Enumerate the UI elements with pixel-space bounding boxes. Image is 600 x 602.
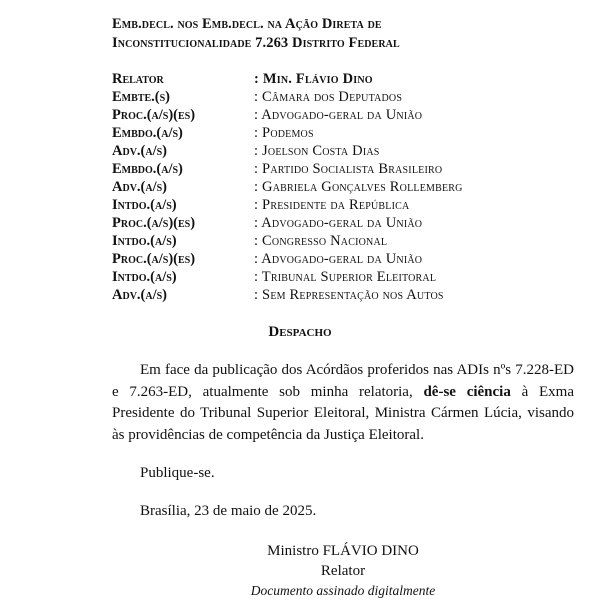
signature-note: Documento assinado digitalmente — [250, 583, 436, 598]
party-value: : Partido Socialista Brasileiro — [254, 161, 443, 177]
party-label: Intdo.(a/s) — [112, 197, 177, 213]
party-label: Embte.(s) — [112, 89, 170, 105]
party-value: : Tribunal Superior Eleitoral — [254, 269, 437, 285]
party-label: Adv.(a/s) — [112, 143, 168, 159]
party-label: Adv.(a/s) — [112, 179, 168, 195]
case-heading — [112, 15, 582, 53]
party-label: Embdo.(a/s) — [112, 161, 183, 177]
party-value: : Advogado-geral da União — [254, 107, 423, 123]
paragraph-text-start: Em face da publicação dos Acórdãos proferidos nas ADIs nºs 7.228-ED e 7.263-ED, atualmente sob minha relatoria, — [112, 362, 574, 400]
party-row — [112, 196, 582, 214]
party-row — [112, 106, 582, 124]
case-heading-line-2: Inconstitucionalidade 7.263 Distrito Federal — [112, 35, 400, 51]
party-value: : Advogado-geral da União — [254, 215, 423, 231]
party-row — [112, 142, 582, 160]
party-label: Adv.(a/s) — [112, 287, 168, 303]
parties-list — [112, 70, 582, 304]
party-row — [112, 286, 582, 304]
party-row — [112, 268, 582, 286]
party-row — [112, 178, 582, 196]
party-row — [112, 160, 582, 178]
party-value: : Joelson Costa Dias — [254, 143, 380, 159]
party-value: : Sem Representação nos Autos — [254, 287, 444, 303]
party-row — [112, 250, 582, 268]
party-label: Proc.(a/s)(es) — [112, 107, 196, 123]
signature-role: Relator — [320, 563, 366, 579]
party-label: Intdo.(a/s) — [112, 233, 177, 249]
party-value: : Congresso Nacional — [254, 233, 388, 249]
paragraph-text-bold: dê-se ciência — [423, 383, 511, 400]
publish-paragraph: Publique-se. — [140, 465, 215, 481]
party-value: : Podemos — [254, 125, 314, 141]
party-label: Proc.(a/s)(es) — [112, 215, 196, 231]
signature-name: Ministro FLÁVIO DINO — [267, 543, 419, 559]
section-title: Despacho — [268, 324, 332, 340]
party-label: Embdo.(a/s) — [112, 125, 183, 141]
case-heading-line-1: Emb.decl. nos Emb.decl. na Ação Direta de — [112, 16, 382, 32]
body-paragraph — [112, 360, 574, 446]
party-label: Relator — [112, 71, 164, 87]
party-row — [112, 124, 582, 142]
party-label: Proc.(a/s)(es) — [112, 251, 196, 267]
party-row — [112, 88, 582, 106]
party-value: : Câmara dos Deputados — [254, 89, 403, 105]
party-value: : Gabriela Gonçalves Rollemberg — [254, 179, 463, 195]
paragraph-text-end: à Exma Presidente do Tribunal Superior Eleitoral, Ministra Cármen Lúcia, visando às providências de competência da Justiça Eleitoral. — [112, 383, 574, 443]
party-value: : Advogado-geral da União — [254, 251, 423, 267]
party-row — [112, 232, 582, 250]
date-paragraph: Brasília, 23 de maio de 2025. — [140, 503, 317, 519]
party-value: : Min. Flávio Dino — [254, 71, 373, 87]
party-label: Intdo.(a/s) — [112, 269, 177, 285]
party-row — [112, 70, 582, 88]
party-row — [112, 214, 582, 232]
party-value: : Presidente da República — [254, 197, 410, 213]
